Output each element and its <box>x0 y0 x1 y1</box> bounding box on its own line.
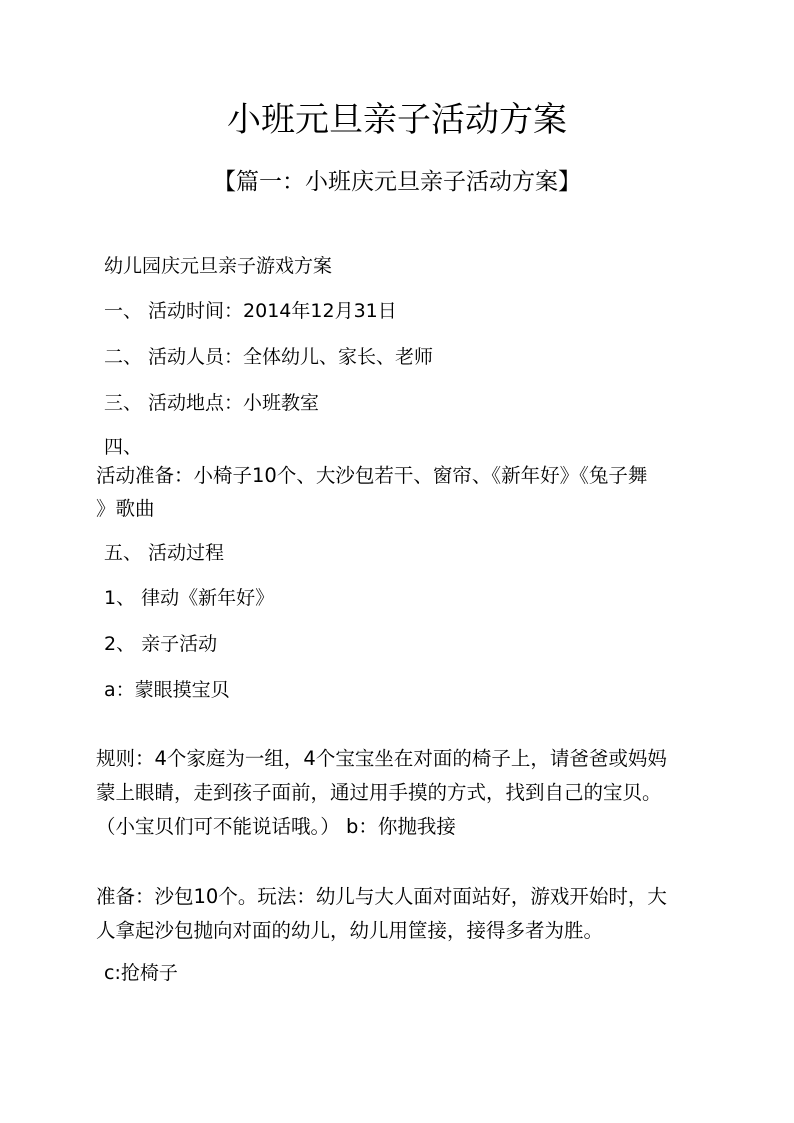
item-activity-prep-line2: 》歌曲 <box>96 497 155 520</box>
document-title: 小班元旦亲子活动方案 <box>227 100 567 140</box>
item-game-c: c:抢椅子 <box>104 962 178 984</box>
item-activity-prep-line1: 活动准备：小椅子10个、大沙包若干、窗帘、《新年好》《兔子舞 <box>96 464 648 487</box>
rules-line-2: 蒙上眼睛，走到孩子面前，通过用手摸的方式，找到自己的宝贝。 <box>96 781 662 804</box>
item-step-2: 2、 亲子活动 <box>104 633 218 655</box>
item-activity-process: 五、 活动过程 <box>104 542 225 564</box>
item-game-a: a：蒙眼摸宝贝 <box>104 679 230 701</box>
item-step-1: 1、 律动《新年好》 <box>104 587 275 609</box>
rules-paragraph <box>96 742 692 844</box>
item-activity-place: 三、 活动地点：小班教室 <box>104 392 320 414</box>
item-activity-people: 二、 活动人员：全体幼儿、家长、老师 <box>104 346 434 368</box>
prepare-line-2: 人拿起沙包抛向对面的幼儿，幼儿用筐接，接得多者为胜。 <box>96 919 604 942</box>
item-activity-prep-label: 四、 <box>104 436 143 458</box>
item-activity-time: 一、 活动时间：2014年12月31日 <box>104 300 397 322</box>
rules-line-3: （小宝贝们可不能说话哦。） b：你抛我接 <box>96 815 456 838</box>
section-heading: 幼儿园庆元旦亲子游戏方案 <box>104 255 333 277</box>
prepare-line-1: 准备：沙包10个。玩法：幼儿与大人面对面站好，游戏开始时，大 <box>96 885 667 908</box>
rules-line-1: 规则：4个家庭为一组，4个宝宝坐在对面的椅子上，请爸爸或妈妈 <box>96 747 667 770</box>
document-subtitle: 【篇一：小班庆元旦亲子活动方案】 <box>213 169 581 195</box>
prepare-paragraph <box>96 880 692 948</box>
